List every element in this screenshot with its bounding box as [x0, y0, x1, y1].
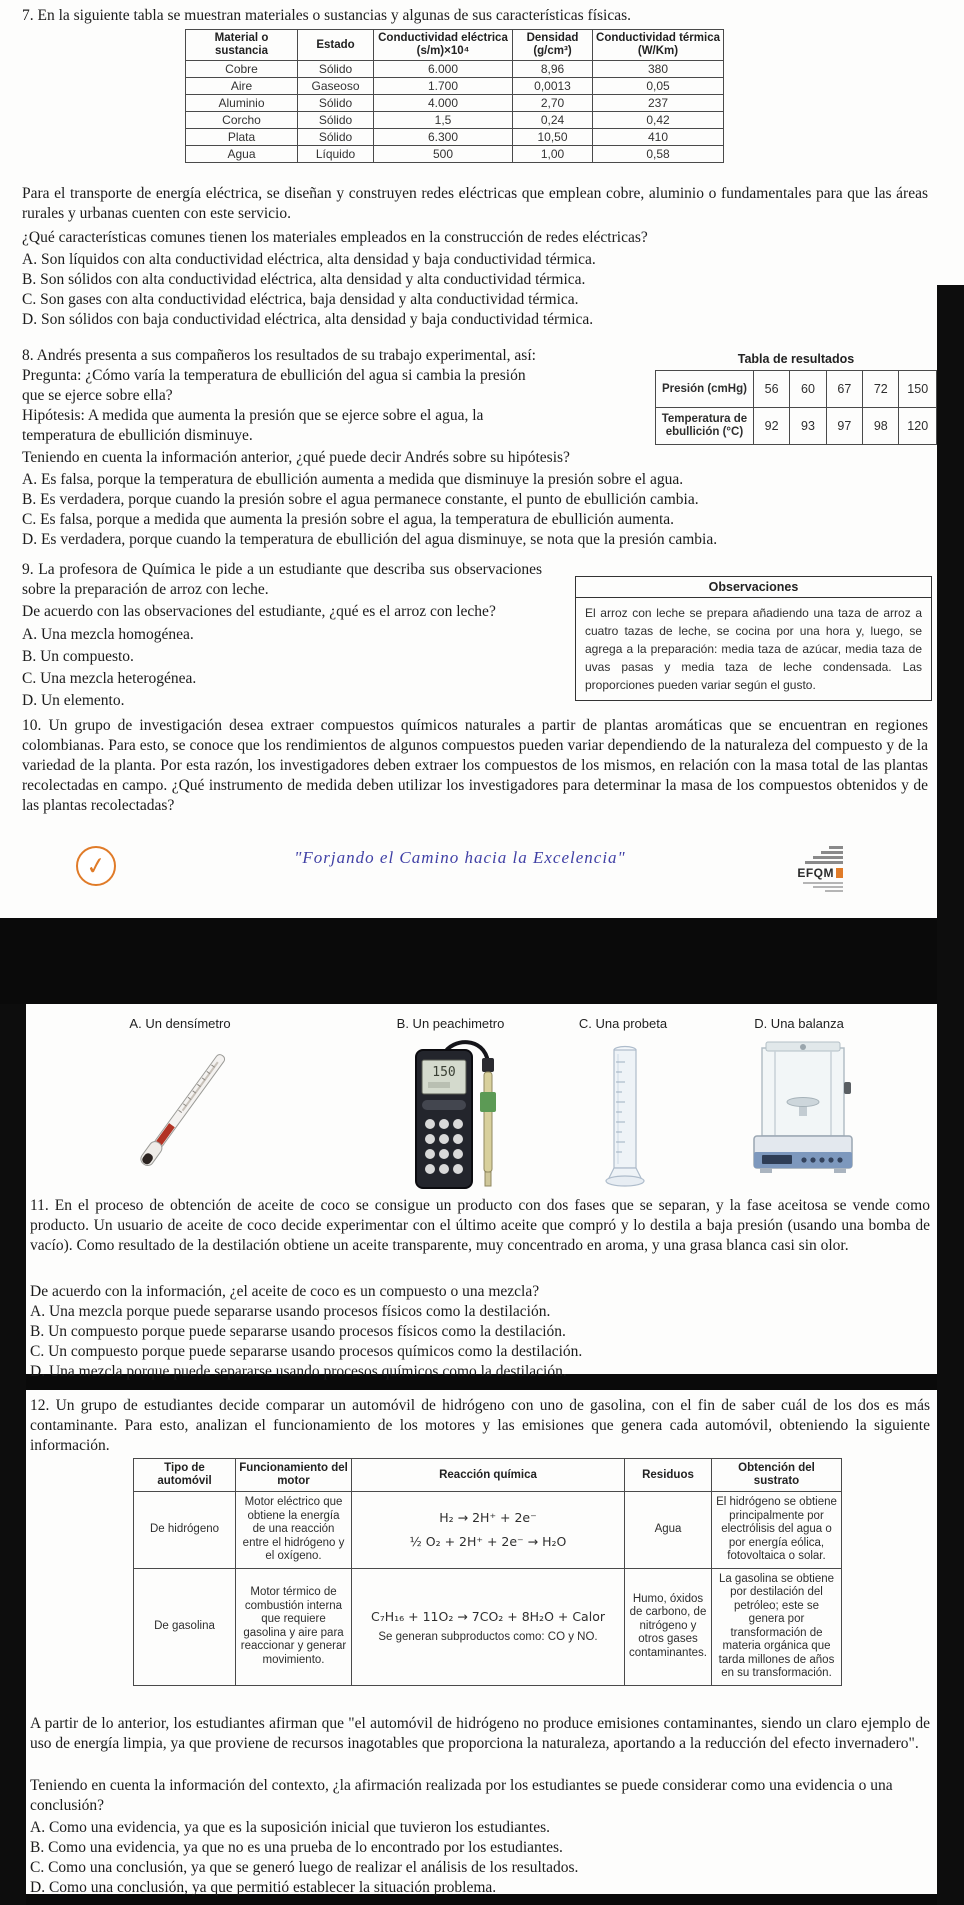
q8-lead: 8. Andrés presenta a sus compañeros los resultados de su trabajo experimental, así:	[22, 347, 536, 364]
table-cell: 1,5	[374, 112, 513, 129]
gasoline-reaction: C₇H₁₆ + 11O₂ → 7CO₂ + 8H₂O + Calor	[371, 1608, 605, 1624]
q8-option-b: B. Es verdadera, porque cuando la presión sobre el agua permanece constante, el punto de ebullición cambia.	[22, 491, 699, 508]
table-header: Reacción química	[352, 1459, 625, 1492]
table-header-row	[186, 30, 724, 61]
q12-option-d: D. Como una conclusión, ya que permitió establecer la situación problema.	[30, 1879, 497, 1896]
q12-option-a: A. Como una evidencia, ya que es la suposición inicial que tuvieron los estudiantes.	[30, 1819, 550, 1836]
table-row	[186, 112, 724, 129]
table-cell: De gasolina	[134, 1568, 236, 1685]
table-cell: 92	[753, 408, 789, 445]
q8-hipotesis: Hipótesis: A medida que aumenta la presión que se ejerce sobre el agua, la temperatura de ebullición disminuye.	[22, 407, 484, 444]
table-row	[186, 61, 724, 78]
table-cell: 97	[826, 408, 862, 445]
table-cell: 120	[899, 408, 937, 445]
q12-option-c: C. Como una conclusión, ya que se generó luego de realizar el análisis de los resultados.	[30, 1859, 579, 1876]
q11-option-a: A. Una mezcla porque puede separarse usando procesos físicos como la destilación.	[30, 1303, 551, 1320]
q7-question: ¿Qué características comunes tienen los materiales empleados en la construcción de redes eléctricas?	[22, 229, 648, 246]
densimeter-svg	[110, 1040, 250, 1190]
table-header: Conductividad térmica (W/Km)	[593, 30, 724, 61]
q11-question: De acuerdo con la información, ¿el aceite de coco es un compuesto o una mezcla?	[30, 1283, 540, 1300]
table-cell: Aire	[186, 78, 298, 95]
q7-option-c: C. Son gases con alta conductividad eléctrica, baja densidad y alta conductividad térmica.	[22, 291, 579, 308]
table-row	[186, 146, 724, 163]
q8-option-a: A. Es falsa, porque la temperatura de ebullición aumenta a medida que disminuye la presión sobre el agua.	[22, 471, 684, 488]
table-row	[186, 78, 724, 95]
observations-title: Observaciones	[576, 577, 931, 598]
table-header: Residuos	[625, 1459, 712, 1492]
results-table	[655, 370, 937, 445]
q11-option-b: B. Un compuesto porque puede separarse usando procesos físicos como la destilación.	[30, 1323, 566, 1340]
table-cell: 0,0013	[513, 78, 593, 95]
table-row-gasoline	[134, 1568, 842, 1685]
gasoline-byproducts-note: Se generan subproductos como: CO y NO.	[378, 1630, 598, 1643]
table-cell: Agua	[625, 1492, 712, 1569]
densimeter-image	[110, 1040, 250, 1195]
table-cell: 56	[753, 371, 789, 408]
table-cell: La gasolina se obtiene por destilación del petróleo; este se genera por transformación de materia orgánica que tarda millones de años en su transformación.	[711, 1568, 841, 1685]
q8-pregunta: Pregunta: ¿Cómo varía la temperatura de ebullición del agua si cambia la presión que se ejerce sobre ella?	[22, 367, 526, 404]
graduated-cylinder-image	[580, 1040, 670, 1200]
table-cell: 0,24	[513, 112, 593, 129]
q12-intro: 12. Un grupo de estudiantes decide comparar un automóvil de hidrógeno con uno de gasolina, con el fin de saber cuál de los dos es más contaminante. Para esto, analizan el funcionamiento de los motores y las emisiones que genera cada automóvil, obteniendo la siguiente información.	[30, 1397, 930, 1454]
hydrogen-reaction-1: H₂ → 2H⁺ + 2e⁻	[439, 1510, 537, 1526]
table-header: Densidad (g/cm³)	[513, 30, 593, 61]
table-header: Tipo de automóvil	[134, 1459, 236, 1492]
table-cell: Sólido	[298, 129, 374, 146]
q9-option-a: A. Una mezcla homogénea.	[22, 626, 194, 643]
table-row-label: Presión (cmHg)	[656, 371, 754, 408]
table-row	[186, 95, 724, 112]
table-cell: 72	[863, 371, 899, 408]
q8-option-d: D. Es verdadera, porque cuando la temperatura de ebullición del agua disminuye, se nota que la presión cambia.	[22, 531, 718, 548]
observations-box	[575, 576, 932, 701]
table-cell: Motor eléctrico que obtiene la energía de una reacción entre el hidrógeno y el oxígeno.	[236, 1492, 352, 1569]
instrument-label-balance: D. Una balanza	[754, 1016, 844, 1031]
q7-options	[22, 250, 928, 330]
q12-options	[30, 1818, 930, 1898]
table-cell: De hidrógeno	[134, 1492, 236, 1569]
q9-option-b: B. Un compuesto.	[22, 648, 134, 665]
table-header: Material o sustancia	[186, 30, 298, 61]
q8-table-title: Tabla de resultados	[737, 352, 855, 366]
q8-options	[22, 470, 928, 550]
table-cell: Agua	[186, 146, 298, 163]
q12-option-b: B. Como una evidencia, ya que no es una prueba de lo encontrado por los estudiantes.	[30, 1839, 563, 1856]
table-header-row	[134, 1459, 842, 1492]
phmeter-svg	[392, 1040, 522, 1195]
table-row	[186, 129, 724, 146]
table-cell: 0,42	[593, 112, 724, 129]
table-cell: 380	[593, 61, 724, 78]
observations-body: El arroz con leche se prepara añadiendo una taza de arroz a cuatro tazas de leche, se cocina por una hora y, luego, se agrega a la preparación: media taza de azúcar, media taza de uvas pasas y media taza de leche condensada. Las proporciones pueden variar según el gusto.	[585, 606, 922, 692]
instrument-label-densimeter: A. Un densímetro	[129, 1016, 231, 1031]
efqm-orange-square-icon	[836, 868, 843, 878]
cars-comparison-table	[133, 1458, 842, 1686]
page-separator-band	[0, 918, 964, 1004]
q8-question: Teniendo en cuenta la información anterior, ¿qué puede decir Andrés sobre su hipótesis?	[22, 449, 570, 466]
table-row-hydrogen	[134, 1492, 842, 1569]
table-cell: Motor térmico de combustión interna que requiere gasolina y aire para reaccionar y generar movimiento.	[236, 1568, 352, 1685]
instrument-label-phmeter: B. Un peachimetro	[396, 1016, 505, 1031]
table-cell	[352, 1568, 625, 1685]
table-cell: 0,58	[593, 146, 724, 163]
table-cell: Sólido	[298, 112, 374, 129]
table-cell: 10,50	[513, 129, 593, 146]
efqm-bars-icon	[797, 846, 843, 864]
hydrogen-reaction-2: ½ O₂ + 2H⁺ + 2e⁻ → H₂O	[409, 1534, 567, 1550]
q7-option-a: A. Son líquidos con alta conductividad eléctrica, alta densidad y baja conductividad térmica.	[22, 251, 596, 268]
q7-option-d: D. Son sólidos con baja conductividad eléctrica, alta densidad y baja conductividad térmica.	[22, 311, 594, 328]
table-cell: 0,05	[593, 78, 724, 95]
table-cell: Humo, óxidos de carbono, de nitrógeno y otros gases contaminantes.	[625, 1568, 712, 1685]
q11-option-d: D. Una mezcla porque puede separarse usando procesos químicos como la destilación.	[30, 1363, 567, 1380]
q8-results-table-block	[655, 352, 937, 445]
q12-question: Teniendo en cuenta la información del contexto, ¿la afirmación realizada por los estudiantes se puede considerar como una evidencia o una conclusión?	[30, 1777, 893, 1814]
table-cell: 150	[899, 371, 937, 408]
table-cell: Líquido	[298, 146, 374, 163]
table-row	[656, 371, 937, 408]
q9-lead: 9. La profesora de Química le pide a un estudiante que describa sus observaciones sobre la preparación de arroz con leche.	[22, 561, 542, 598]
q11-options	[30, 1302, 930, 1382]
table-cell: Sólido	[298, 61, 374, 78]
table-cell: 1.700	[374, 78, 513, 95]
table-cell: 67	[826, 371, 862, 408]
table-cell	[352, 1492, 625, 1569]
materials-table	[185, 29, 724, 163]
table-row-label: Temperatura de ebullición (°C)	[656, 408, 754, 445]
table-cell: 237	[593, 95, 724, 112]
q7-context-paragraph: Para el transporte de energía eléctrica, se diseñan y construyen redes eléctricas que emplean cobre, aluminio o fundamentales para que las áreas rurales y urbanas cuenten con este servicio.	[22, 185, 928, 222]
table-header: Estado	[298, 30, 374, 61]
table-cell: Gaseoso	[298, 78, 374, 95]
check-icon: ✓	[84, 850, 108, 882]
phmeter-display-value: 150	[432, 1065, 456, 1080]
q11-option-c: C. Un compuesto porque puede separarse usando procesos químicos como la destilación.	[30, 1343, 583, 1360]
table-cell: 6.000	[374, 61, 513, 78]
table-cell: El hidrógeno se obtiene principalmente por electrólisis del agua o por energía eólica, fotovoltaica o solar.	[711, 1492, 841, 1569]
phmeter-image	[392, 1040, 522, 1200]
left-photo-margin	[0, 1004, 26, 1905]
q11-paragraph: 11. En el proceso de obtención de aceite de coco se consigue un producto con dos fases que se separan, y la fase aceitosa se vende como producto. Un usuario de aceite de coco decide experimentar con el último aceite que compró y lo destila a baja presión (usando una bomba de vacío). Como resultado de la destilación obtiene un aceite transparente, muy concentrado en aroma, y una grasa blanca casi sin olor.	[30, 1197, 930, 1254]
table-cell: Corcho	[186, 112, 298, 129]
q7-intro: 7. En la siguiente tabla se muestran materiales o sustancias y algunas de sus características físicas.	[22, 7, 632, 24]
q9-option-d: D. Un elemento.	[22, 692, 125, 709]
table-cell: Sólido	[298, 95, 374, 112]
table-cell: 8,96	[513, 61, 593, 78]
q7-option-b: B. Son sólidos con alta conductividad eléctrica, alta densidad y alta conductividad térmica.	[22, 271, 586, 288]
table-cell: 2,70	[513, 95, 593, 112]
school-slogan: "Forjando el Camino hacia la Excelencia"	[294, 848, 626, 867]
table-cell: 60	[790, 371, 826, 408]
table-cell: 93	[790, 408, 826, 445]
q10-paragraph: 10. Un grupo de investigación desea extraer compuestos químicos naturales a partir de plantas aromáticas que se encuentran en regiones colombianas. Para esto, se conoce que los rendimientos de algunos compuestos pueden variar dependiendo de la naturaleza del compuesto y de la variedad de la planta. Por esta razón, los investigadores deben extraer los compuestos de los mismos, en relación con la masa total de las plantas recolectadas en campo. ¿Qué instrumento de medida deben utilizar los investigadores para determinar la masa de los compuestos obtenidos y de las plantas recolectadas?	[22, 717, 928, 814]
balance-image	[742, 1040, 862, 1200]
q12-claim: A partir de lo anterior, los estudiantes afirman que "el automóvil de hidrógeno no produce emisiones contaminantes, siendo un claro ejemplo de uso de energía limpia, ya que proviene de recursos inagotables que proporciona la naturaleza, aportando a la reducción del efecto invernadero".	[30, 1715, 930, 1752]
efqm-text: EFQM	[797, 866, 834, 880]
table-cell: Cobre	[186, 61, 298, 78]
efqm-fineprint	[797, 882, 843, 892]
q9-option-c: C. Una mezcla heterogénea.	[22, 670, 197, 687]
table-row	[656, 408, 937, 445]
table-cell: 6.300	[374, 129, 513, 146]
instrument-label-cylinder: C. Una probeta	[578, 1016, 668, 1031]
table-cell: 4.000	[374, 95, 513, 112]
school-logo	[76, 846, 116, 886]
table-cell: 500	[374, 146, 513, 163]
table-header: Conductividad eléctrica (s/m)×10⁴	[374, 30, 513, 61]
efqm-logo	[797, 846, 843, 892]
q9-question: De acuerdo con las observaciones del estudiante, ¿qué es el arroz con leche?	[22, 603, 496, 620]
q9-options	[22, 624, 562, 712]
graduated-cylinder-svg	[580, 1040, 670, 1195]
table-cell: 410	[593, 129, 724, 146]
table-cell: Plata	[186, 129, 298, 146]
table-header: Obtención del sustrato	[711, 1459, 841, 1492]
balance-svg	[742, 1040, 862, 1195]
table-header: Funcionamiento del motor	[236, 1459, 352, 1492]
table-cell: Aluminio	[186, 95, 298, 112]
right-photo-margin	[937, 285, 964, 1905]
table-cell: 1,00	[513, 146, 593, 163]
table-cell: 98	[863, 408, 899, 445]
q8-option-c: C. Es falsa, porque a medida que aumenta la presión sobre el agua, la temperatura de ebullición aumenta.	[22, 511, 675, 528]
